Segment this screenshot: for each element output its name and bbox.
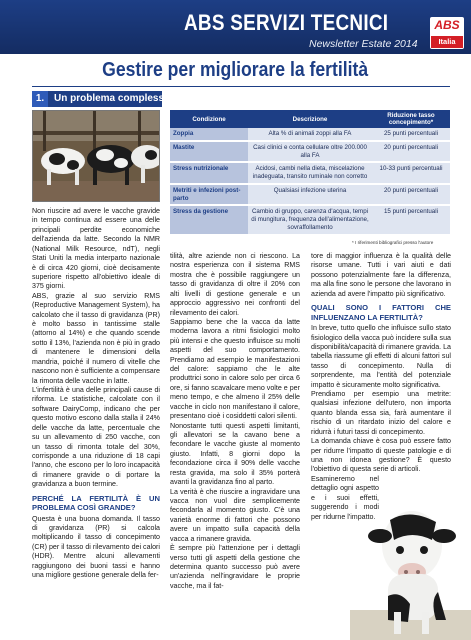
paragraph: Sappiamo bene che la vacca da latte moderna lavora a ritmi fisiologici molto più intensi e che questo influisce su molti aspetti del suo comportamento. Prendiamo ad esempio le manifestazioni del calore: sappiamo che le alte produttrici sono in calore solo per circa 6 ore, si fanno scavalcare meno volte e per meno tempo, e che almeno il 25% delle vacche in ciclo non manifestano il calore, presentano cioè i cosiddetti calori silenti. xyxy=(170,317,300,421)
cell-condition: Metriti e infezioni post-parto xyxy=(170,184,248,206)
table-row xyxy=(170,141,450,163)
table-footnote: * I riferimenti bibliografici presso l'autore xyxy=(352,240,434,245)
header-reduction: Riduzione tasso concepimento* xyxy=(372,110,450,128)
paragraph: Prendiamo per esempio una metrite: qualsiasi infezione dell'utero, non importa quanto blanda essa sia, farà aumentare il rischio di un ritardato inizio del calore e ridurrà i futuri tassi di concepimento. xyxy=(311,390,451,436)
paragraph: Questa è una buona domanda. Il tasso di gravidanza (PR) si calcola moltiplicando il tasso di concepimento (CR) per il tasso di rilevamento dei calori (HDR). Mentre alcuni allevamenti raggiungono dei buoni tassi e hanno una migliore gestione generale della fer- xyxy=(32,514,160,580)
header-description: Descrizione xyxy=(248,110,372,128)
header-title: ABS SERVIZI TECNICI xyxy=(184,10,389,35)
fertility-factors-table xyxy=(170,110,450,236)
header-condition: Condizione xyxy=(170,110,248,128)
section-number: 1. xyxy=(32,91,48,107)
cell-reduction: 20 punti percentuali xyxy=(372,184,450,206)
cell-condition: Mastite xyxy=(170,141,248,163)
subheading: PERCHÉ LA FERTILITÀ È UN PROBLEMA COSÌ GRANDE? xyxy=(32,493,160,513)
cell-description: Qualsiasi infezione uterina xyxy=(248,184,372,206)
table-row xyxy=(170,162,450,184)
cows-photo-image xyxy=(33,111,160,202)
cell-description: Casi clinici e conta cellulare oltre 200.000 alla FA xyxy=(248,141,372,163)
cell-reduction: 20 punti percentuali xyxy=(372,141,450,163)
cell-condition: Stress da gestione xyxy=(170,205,248,234)
section-label: Un problema complesso xyxy=(54,93,171,104)
paragraph: tilità, altre aziende non ci riescono. La nostra esperienza con il sistema RMS mostra che è possibile raggiungere un tasso di gravidanza di oltre il 20% con alti livelli di gestione generale e un approccio aggressivo nei confronti del rilevamento dei calori. xyxy=(170,252,300,317)
paragraph: tore di maggior influenza è la qualità delle risorse umane. Tutti i vari aiuti e dati possono potenzialmente fare la differenza, ma alla fine sono le persone che lavorano in azienda ad avere l'impatto più significativo. xyxy=(311,252,451,298)
calf-image xyxy=(350,500,471,640)
text-column-1 xyxy=(32,207,160,581)
table-row xyxy=(170,128,450,141)
paragraph: Non riuscire ad avere le vacche gravide in tempo continua ad essere una delle principali perdite economiche dell'azienda da latte. Secondo la NMR (National Milk Resource, ndT), negli Stati Uniti la media interparto nazionale è di circa 420 giorni, cioè decisamente superiore rispetto all'obiettivo ideale di 375 giorni. xyxy=(32,207,160,291)
subheading: QUALI SONO I FATTORI CHE INFLUENZANO LA FERTILITÀ? xyxy=(311,303,451,322)
cell-description: Acidosi, cambi nella dieta, miscelazione inadeguata, transito ruminale non corretto xyxy=(248,162,372,184)
cell-reduction: 10-33 punti percentuali xyxy=(372,162,450,184)
conditions-table xyxy=(170,110,450,236)
cell-condition: Stress nutrizionale xyxy=(170,162,248,184)
paragraph: La domanda chiave è cosa può essere fatto per ridurre l'impatto di queste patologie e di una non idonea gestione? È questo l'obiettivo di questa serie di articoli. xyxy=(311,437,451,474)
article-title xyxy=(0,59,471,82)
table-row xyxy=(170,205,450,234)
paragraph: L'infertilità è una delle principali cause di riforma. Le statistiche, calcolate con il software DairyComp, indicano che per questo motivo escono dalla stalla il 24% delle vacche da latte, percentuale che su un allevamento di 250 vacche, con un tasso di rimonta totale del 30%, corrisponde a una riduzione di 18 capi l'anno, che escono per lo loro incapacità di rimanere gravide o di portare la gravidanza a buon termine. xyxy=(32,386,160,489)
header-subtitle: Newsletter Estate 2014 xyxy=(309,38,418,50)
paragraph: La verità è che riuscire a ingravidare una vacca non vuol dire semplicemente fecondarla al momento giusto. C'è una varietà enorme di fattori che possono avere un impatto sulla capacità della vacca a rimanere gravida. xyxy=(170,487,300,543)
logo-abs-text: ABS xyxy=(434,18,460,32)
paragraph: ABS, grazie al suo servizio RMS (Reproductive Management System), ha calcolato che il tasso di gravidanza (PR) è molto basso in tantissime stalle (attorno al 14%) e che quando scende sotto il 13%, l'azienda non è più in grado di mantenere le dimensioni della mandria, poiché il numero di vitelle che nascono non è sufficiente a compensare la rimonta delle vacche in latte. xyxy=(32,291,160,385)
cell-reduction: 15 punti percentuali xyxy=(372,205,450,234)
logo-italia-text: Italia xyxy=(431,36,463,48)
cell-reduction: 25 punti percentuali xyxy=(372,128,450,141)
newsletter-header xyxy=(0,0,471,54)
cell-description: Cambio di gruppo, carenza d'acqua, tempi di mungitura, frequenza dell'alimentazione, sovraffollamento xyxy=(248,205,372,234)
calf-photo xyxy=(350,500,471,640)
paragraph: Nonostante tutti questi aspetti limitanti, gli allevatori se la cavano bene a fecondare le vacche giuste al momento giusto. Infatti, 8 giorni dopo la fecondazione circa il 90% delle vacche resta gravida, ma solo il 35% porterà avanti la gravidanza fino al parto. xyxy=(170,421,300,487)
paragraph: In breve, tutto quello che influisce sullo stato fisiologico della vacca può incidere sulla sua disponibilità/capacità di rimanere gravida. La tabella riassume gli effetti di alcuni fattori sul tasso di concepimento. Nulla di sorprendente, ma l'entità del potenziale impatto è sicuramente molto significativa. xyxy=(311,324,451,389)
paragraph: È sempre più l'attenzione per i dettagli verso tutti gli aspetti della gestione che determina quanto successo può avere un'azienda nell'ingravidare le proprie vacche, ma il fat- xyxy=(170,544,300,590)
section-heading xyxy=(32,91,171,107)
cows-photo xyxy=(32,110,160,202)
title-divider xyxy=(32,86,450,87)
table-header-row xyxy=(170,110,450,128)
table-row xyxy=(170,184,450,206)
text-column-3 xyxy=(311,252,451,522)
paragraph: Esamineremo nel dettaglio ogni aspetto e i suoi effetti, suggerendo i modi per ridurne l'impatto. xyxy=(311,474,379,521)
text-column-2 xyxy=(170,252,300,591)
article-title-text: Gestire per migliorare la fertilità xyxy=(102,59,369,81)
abs-italia-logo xyxy=(430,17,464,49)
cell-description: Alta % di animali zoppi alla FA xyxy=(248,128,372,141)
cell-condition: Zoppia xyxy=(170,128,248,141)
